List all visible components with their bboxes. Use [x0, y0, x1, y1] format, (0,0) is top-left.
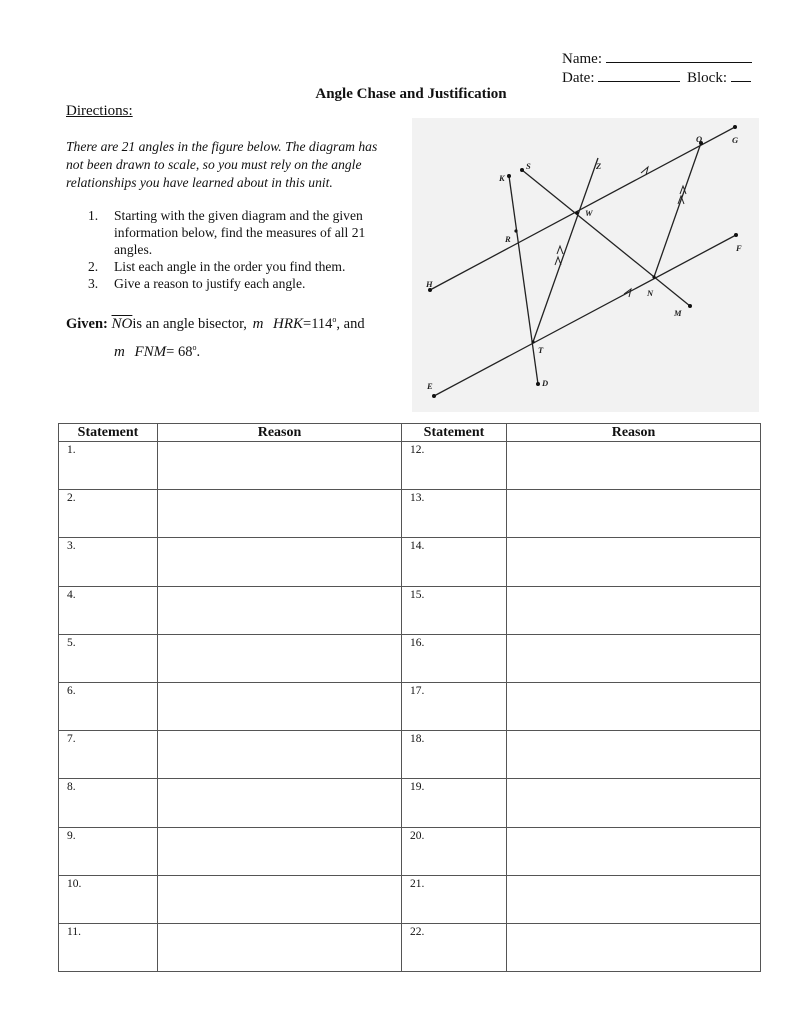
given-information	[66, 308, 365, 364]
name-field[interactable]	[562, 48, 752, 68]
angle-diagram	[412, 118, 759, 412]
arrow-tz-1	[555, 257, 561, 265]
label-k: K	[499, 173, 505, 183]
reason-cell[interactable]	[507, 538, 761, 586]
step-text: Starting with the given diagram and the given information below, find the measures of all 21 angles.	[114, 208, 366, 257]
measure-symbol-2: m	[114, 343, 125, 360]
table-row	[59, 827, 761, 875]
reason-cell[interactable]	[158, 827, 402, 875]
line-hg	[430, 127, 735, 290]
statement-cell[interactable]: 19.	[402, 779, 507, 827]
degree-symbol-2: o	[192, 342, 197, 352]
point-k-dot	[507, 174, 511, 178]
angle-fnm: FNM	[134, 343, 167, 360]
label-r: R	[505, 234, 511, 244]
step-text: Give a reason to justify each angle.	[114, 276, 306, 291]
given-line-1	[66, 308, 365, 336]
table-header-row	[59, 424, 761, 442]
statement-cell[interactable]: 10.	[59, 875, 158, 923]
given-text-1: is an angle bisector,	[132, 315, 247, 332]
given-text-2: , and	[336, 315, 365, 332]
date-label: Date:	[562, 70, 595, 86]
statement-cell[interactable]: 13.	[402, 490, 507, 538]
table-row	[59, 634, 761, 682]
reason-header: Reason	[507, 424, 761, 442]
given-label: Given:	[66, 315, 108, 332]
point-s-dot	[520, 168, 524, 172]
statement-cell[interactable]: 2.	[59, 490, 158, 538]
point-d-dot	[536, 382, 540, 386]
reason-cell[interactable]	[507, 634, 761, 682]
reason-cell[interactable]	[158, 923, 402, 971]
step-item	[66, 258, 401, 275]
point-w-dot	[575, 211, 578, 214]
point-m-dot	[688, 304, 692, 308]
block-blank[interactable]	[731, 67, 751, 82]
table-row	[59, 923, 761, 971]
date-blank[interactable]	[598, 67, 680, 82]
line-sm	[522, 170, 690, 306]
reason-cell[interactable]	[158, 538, 402, 586]
reason-cell[interactable]	[507, 731, 761, 779]
statement-cell[interactable]: 5.	[59, 634, 158, 682]
statement-cell[interactable]: 14.	[402, 538, 507, 586]
segment-no: $\overline{NO}$	[111, 315, 133, 332]
point-n-dot	[652, 275, 655, 278]
statement-cell[interactable]: 16.	[402, 634, 507, 682]
statement-cell[interactable]: 6.	[59, 682, 158, 730]
statement-cell[interactable]: 15.	[402, 586, 507, 634]
angle-diagram-svg	[412, 118, 759, 412]
statement-cell[interactable]: 8.	[59, 779, 158, 827]
label-m: M	[674, 308, 682, 318]
directions-intro: There are 21 angles in the figure below. The diagram has not been drawn to scale, so you must rely on the angle relationships you have learned about in this unit.	[66, 139, 378, 190]
point-r-dot	[514, 229, 517, 232]
reason-cell[interactable]	[507, 682, 761, 730]
statement-cell[interactable]: 12.	[402, 442, 507, 490]
statement-cell[interactable]: 9.	[59, 827, 158, 875]
statement-header: Statement	[402, 424, 507, 442]
given-end: .	[196, 343, 201, 360]
table-row	[59, 442, 761, 490]
table-row	[59, 490, 761, 538]
table-row	[59, 586, 761, 634]
statement-cell[interactable]: 18.	[402, 731, 507, 779]
reason-cell[interactable]	[158, 442, 402, 490]
table-row	[59, 875, 761, 923]
name-blank[interactable]	[606, 48, 752, 63]
statement-cell[interactable]: 3.	[59, 538, 158, 586]
step-item	[66, 207, 401, 258]
reason-cell[interactable]	[158, 731, 402, 779]
answer-table	[58, 423, 761, 972]
label-d: D	[542, 378, 549, 388]
date-block-field[interactable]	[562, 67, 751, 87]
reason-cell[interactable]	[507, 586, 761, 634]
point-e-dot	[432, 394, 436, 398]
reason-cell[interactable]	[507, 875, 761, 923]
angle-fnm-value: = 68	[166, 343, 193, 360]
reason-cell[interactable]	[158, 586, 402, 634]
reason-cell[interactable]	[507, 779, 761, 827]
table-row	[59, 682, 761, 730]
label-n: N	[647, 288, 654, 298]
table-row	[59, 731, 761, 779]
statement-cell[interactable]: 20.	[402, 827, 507, 875]
label-w: W	[585, 208, 593, 218]
label-s: S	[526, 161, 531, 171]
step-text: List each angle in the order you find them.	[114, 259, 346, 274]
label-f: F	[736, 243, 742, 253]
label-t: T	[538, 345, 544, 355]
reason-cell[interactable]	[507, 827, 761, 875]
step-number: 3.	[88, 276, 99, 291]
label-z: Z	[596, 161, 602, 171]
arrow-tz-2	[557, 246, 563, 254]
statement-cell[interactable]: 21.	[402, 875, 507, 923]
directions-steps	[66, 207, 401, 292]
label-h: H	[426, 279, 433, 289]
reason-cell[interactable]	[158, 634, 402, 682]
name-label: Name:	[562, 51, 602, 67]
block-label: Block:	[686, 70, 727, 86]
statement-cell[interactable]: 4.	[59, 586, 158, 634]
label-g: G	[732, 135, 739, 145]
reason-cell[interactable]	[158, 682, 402, 730]
statement-cell[interactable]: 11.	[59, 923, 158, 971]
reason-cell[interactable]	[507, 442, 761, 490]
measure-symbol-1: m	[252, 315, 264, 332]
line-kd	[509, 176, 538, 384]
reason-header: Reason	[158, 424, 402, 442]
statement-cell[interactable]: 22.	[402, 923, 507, 971]
label-o: O	[696, 134, 703, 144]
given-line-2	[66, 336, 365, 364]
directions-heading: Directions:	[66, 103, 133, 119]
reason-cell[interactable]	[158, 875, 402, 923]
line-ef	[434, 235, 736, 396]
reason-cell[interactable]	[158, 779, 402, 827]
statement-cell[interactable]: 17.	[402, 682, 507, 730]
label-e: E	[427, 381, 433, 391]
statement-header: Statement	[59, 424, 158, 442]
table-row	[59, 538, 761, 586]
reason-cell[interactable]	[507, 923, 761, 971]
step-number: 1.	[88, 208, 99, 223]
step-number: 2.	[88, 259, 99, 274]
angle-hrk: HRK	[273, 315, 304, 332]
point-g-dot	[733, 125, 737, 129]
step-item	[66, 275, 401, 292]
page-title: Angle Chase and Justification	[315, 86, 507, 102]
angle-hrk-value: =114	[303, 315, 333, 332]
point-f-dot	[734, 233, 738, 237]
reason-cell[interactable]	[507, 490, 761, 538]
reason-cell[interactable]	[158, 490, 402, 538]
table-row	[59, 779, 761, 827]
statement-cell[interactable]: 7.	[59, 731, 158, 779]
degree-symbol-1: o	[332, 315, 337, 324]
statement-cell[interactable]: 1.	[59, 442, 158, 490]
point-t-dot	[531, 340, 534, 343]
